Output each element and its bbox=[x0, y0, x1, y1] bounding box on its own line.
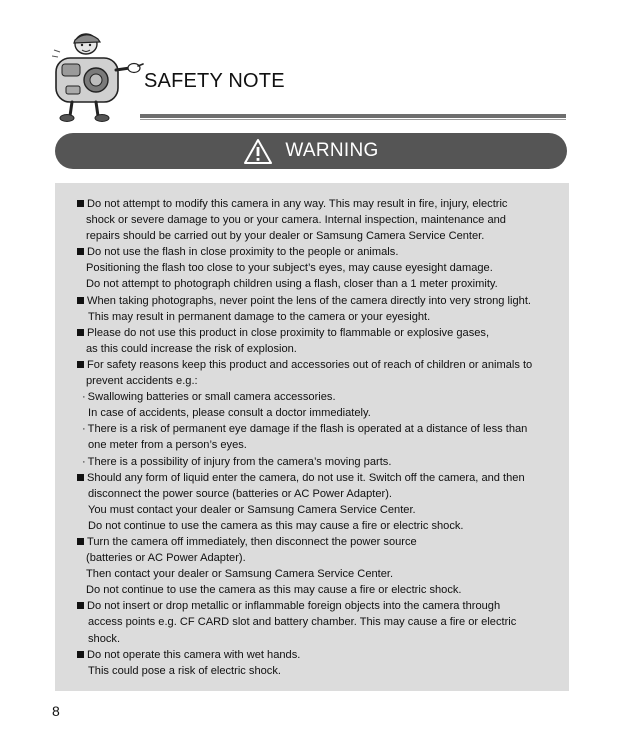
line-text: Swallowing batteries or small camera accessories. bbox=[87, 391, 336, 404]
dot-bullet-icon: · bbox=[82, 455, 86, 468]
line-text: Do not attempt to modify this camera in any way. This may result in fire, injury, electric bbox=[87, 198, 508, 210]
continuation-line bbox=[55, 405, 569, 421]
camera-mascot-icon bbox=[52, 30, 144, 124]
line-text: disconnect the power source (batteries or AC Power Adapter). bbox=[88, 487, 392, 500]
square-bullet-icon bbox=[77, 602, 84, 609]
line-text: Do not use the flash in close proximity to the people or animals. bbox=[87, 246, 399, 259]
line-text: For safety reasons keep this product and accessories out of reach of children or animals to bbox=[87, 358, 533, 371]
line-text: There is a possibility of injury from the camera’s moving parts. bbox=[87, 455, 392, 468]
line-text: Positioning the flash too close to your subject’s eyes, may cause eyesight damage. bbox=[86, 262, 493, 275]
warning-list bbox=[55, 196, 569, 679]
line-text: one meter from a person’s eyes. bbox=[88, 439, 247, 452]
line-text: Should any form of liquid enter the camera, do not use it. Switch off the camera, and then bbox=[87, 471, 525, 484]
continuation-line bbox=[55, 566, 569, 582]
warning-banner bbox=[55, 133, 567, 169]
continuation-line bbox=[55, 486, 569, 502]
line-text: This could pose a risk of electric shock. bbox=[88, 664, 281, 677]
dot-bullet-icon: · bbox=[82, 391, 86, 404]
dot-bullet-icon: · bbox=[82, 423, 86, 436]
bullet-item bbox=[55, 598, 569, 614]
bullet-item bbox=[55, 196, 569, 212]
bullet-item bbox=[55, 357, 569, 373]
page-number: 8 bbox=[52, 703, 60, 719]
square-bullet-icon bbox=[77, 297, 84, 304]
bullet-item bbox=[55, 470, 569, 486]
line-text: Do not operate this camera with wet hands. bbox=[87, 648, 301, 661]
continuation-line bbox=[55, 373, 569, 389]
title-rule bbox=[140, 114, 566, 118]
line-text: Then contact your dealer or Samsung Camera Service Center. bbox=[86, 568, 394, 581]
continuation-line bbox=[55, 614, 569, 630]
line-text: access points e.g. CF CARD slot and battery chamber. This may cause a fire or electric bbox=[88, 616, 517, 629]
continuation-line bbox=[55, 518, 569, 534]
continuation-line bbox=[55, 276, 569, 292]
sub-bullet-item bbox=[55, 389, 569, 405]
page-title: SAFETY NOTE bbox=[144, 70, 285, 92]
continuation-line bbox=[55, 663, 569, 679]
continuation-line bbox=[55, 309, 569, 325]
warning-triangle-icon bbox=[243, 138, 273, 165]
continuation-line bbox=[55, 437, 569, 453]
line-text: Do not insert or drop metallic or inflammable foreign objects into the camera through bbox=[87, 600, 501, 613]
square-bullet-icon bbox=[77, 329, 84, 336]
sub-bullet-item bbox=[55, 454, 569, 470]
line-text: shock or severe damage to you or your camera. Internal inspection, maintenance and bbox=[86, 214, 506, 227]
continuation-line bbox=[55, 341, 569, 357]
bullet-item bbox=[55, 534, 569, 550]
line-text: Do not attempt to photograph children using a flash, closer than a 1 meter proximity. bbox=[86, 278, 498, 291]
square-bullet-icon bbox=[77, 651, 84, 658]
square-bullet-icon bbox=[77, 361, 84, 368]
line-text: Turn the camera off immediately, then disconnect the power source bbox=[87, 535, 417, 548]
square-bullet-icon bbox=[77, 200, 84, 207]
continuation-line bbox=[55, 550, 569, 566]
line-text: repairs should be carried out by your dealer or Samsung Camera Service Center. bbox=[86, 230, 485, 243]
continuation-line bbox=[55, 582, 569, 598]
line-text: Do not continue to use the camera as this may cause a fire or electric shock. bbox=[86, 584, 462, 597]
square-bullet-icon bbox=[77, 538, 84, 545]
line-text: Do not continue to use the camera as this may cause a fire or electric shock. bbox=[88, 519, 464, 532]
bullet-item bbox=[55, 244, 569, 260]
bullet-item bbox=[55, 647, 569, 663]
line-text: There is a risk of permanent eye damage if the flash is operated at a distance of less than bbox=[87, 423, 528, 436]
line-text: When taking photographs, never point the lens of the camera directly into very strong light. bbox=[87, 294, 531, 307]
continuation-line bbox=[55, 228, 569, 244]
square-bullet-icon bbox=[77, 248, 84, 255]
sub-bullet-item bbox=[55, 421, 569, 437]
title-rule-thin bbox=[140, 119, 566, 120]
line-text: prevent accidents e.g.: bbox=[86, 375, 198, 388]
continuation-line bbox=[55, 631, 569, 647]
continuation-line bbox=[55, 260, 569, 276]
bullet-item bbox=[55, 293, 569, 309]
bullet-item bbox=[55, 325, 569, 341]
line-text: This may result in permanent damage to the camera or your eyesight. bbox=[88, 310, 431, 323]
line-text: shock. bbox=[88, 632, 121, 645]
line-text: Please do not use this product in close proximity to flammable or explosive gases, bbox=[87, 326, 490, 339]
line-text: In case of accidents, please consult a doctor immediately. bbox=[88, 407, 371, 420]
line-text: You must contact your dealer or Samsung Camera Service Center. bbox=[88, 503, 416, 516]
line-text: as this could increase the risk of explosion. bbox=[86, 342, 297, 355]
continuation-line bbox=[55, 502, 569, 518]
line-text: (batteries or AC Power Adapter). bbox=[86, 552, 246, 565]
warning-label: WARNING bbox=[285, 140, 379, 161]
continuation-line bbox=[55, 212, 569, 228]
warning-content-box bbox=[55, 183, 569, 691]
square-bullet-icon bbox=[77, 474, 84, 481]
